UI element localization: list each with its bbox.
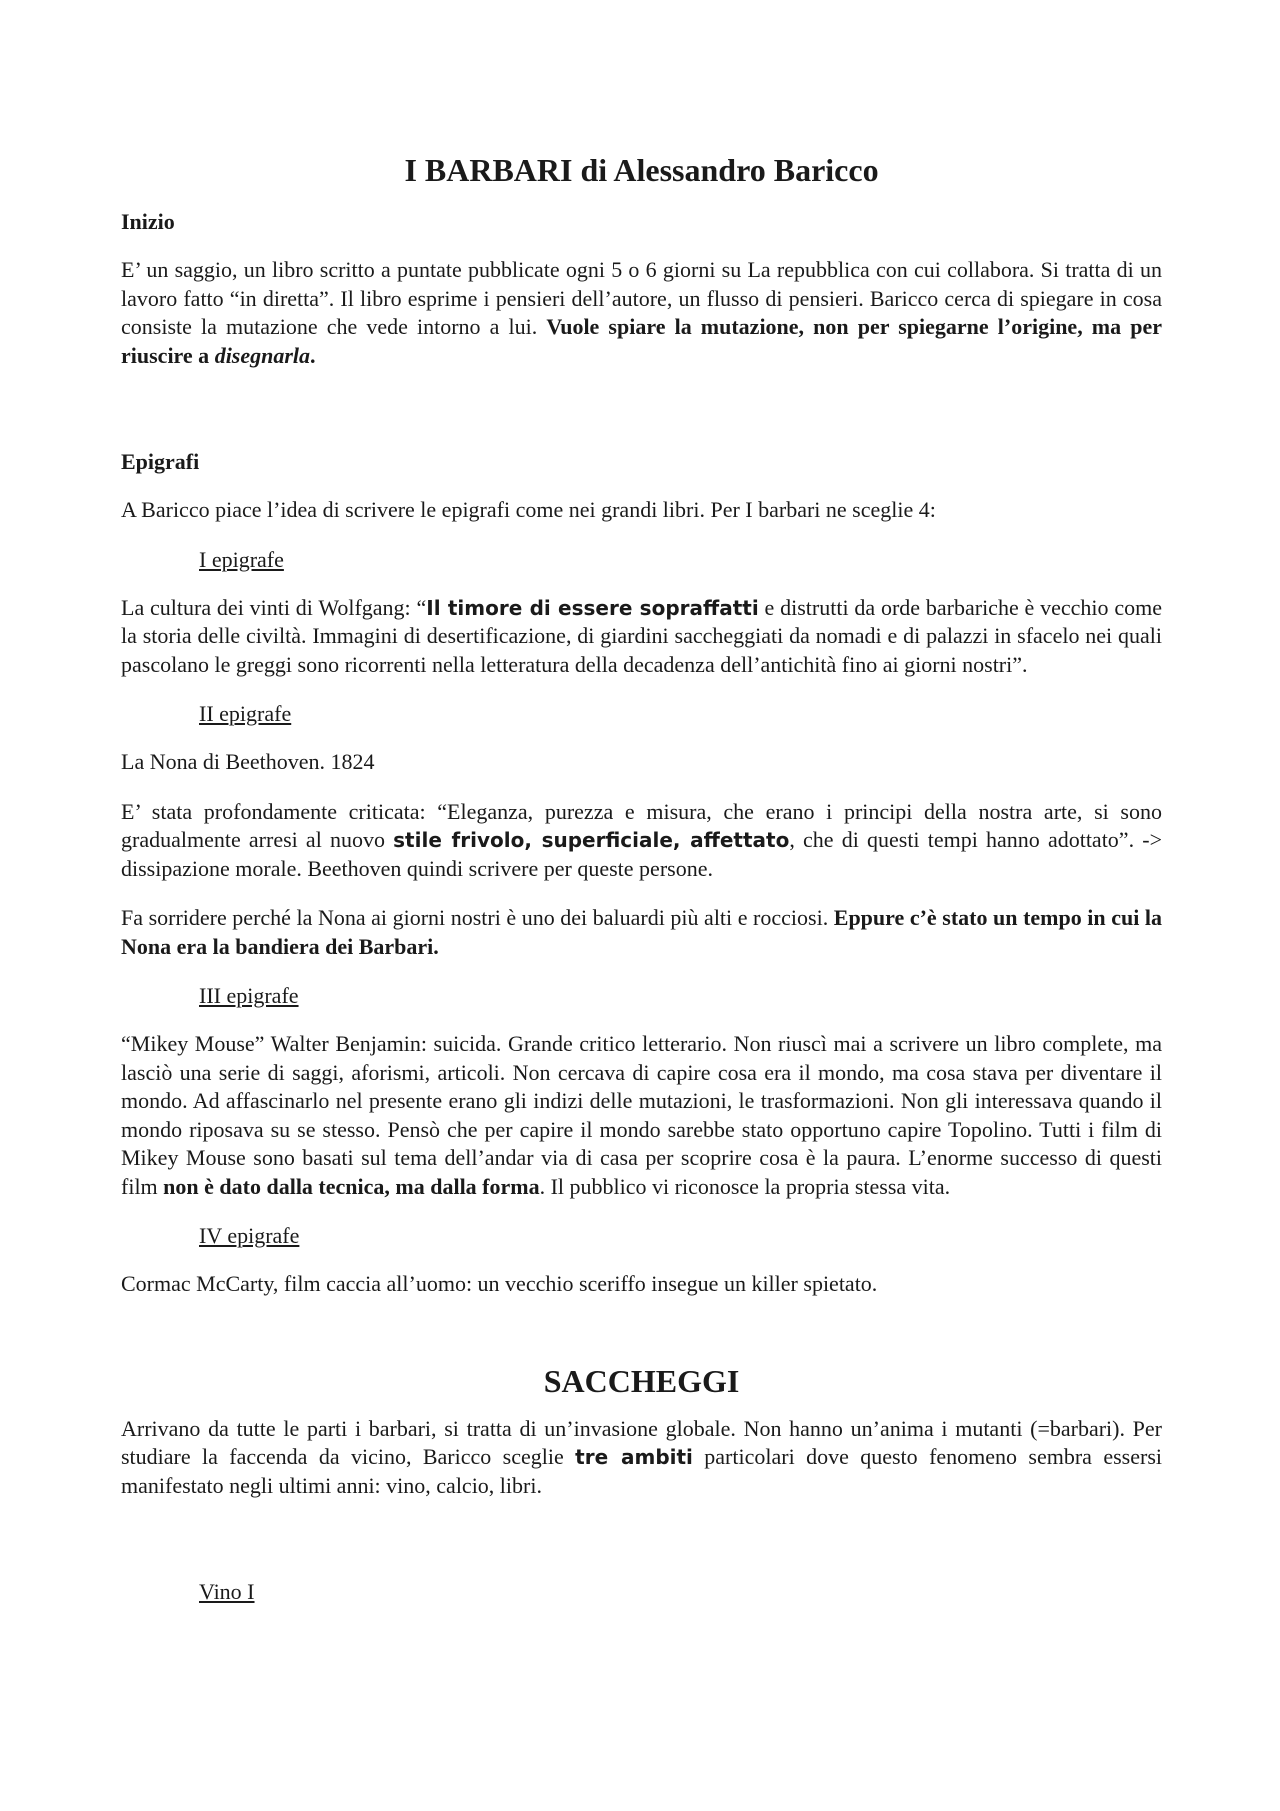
paragraph-epigrafe-2-criticism: E’ stata profondamente criticata: “Eleganza, purezza e misura, che erano i principi della nostra arte, si sono gradualmente arresi al nuovo stile frivolo, superficiale, affettato, che di questi tempi hanno adottato”. -> dissipazione morale. Beethoven quindi scrivere per queste persone. (121, 798, 1162, 881)
paragraph-saccheggi: Arrivano da tutte le parti i barbari, si tratta di un’invasione globale. Non hanno un’anima i mutanti (=barbari). Per studiare la faccenda da vicino, Baricco sceglie tre ambiti particolari dove questo fenomeno sembra essersi manifestato negli ultimi anni: vino, calcio, libri. (121, 1415, 1162, 1498)
section-heading-inizio: Inizio (121, 209, 175, 234)
subheading-epigrafe-1: I epigrafe (199, 546, 284, 572)
paragraph-epigrafe-2-line: La Nona di Beethoven. 1824 (121, 749, 375, 774)
document-content (121, 150, 1162, 1626)
subheading-epigrafe-2: II epigrafe (199, 701, 292, 726)
subheading-vino-1: Vino I (199, 1579, 255, 1604)
section-heading-saccheggi: SACCHEGGI (543, 1362, 740, 1399)
paragraph-epigrafe-4: Cormac McCarty, film caccia all’uomo: un vecchio sceriffo insegue un killer spietato. (121, 1271, 878, 1296)
paragraph-epigrafe-3: “Mikey Mouse” Walter Benjamin: suicida. Grande critico letterario. Non riuscì mai a scrivere un libro complete, ma lasciò una serie di saggi, aforismi, articoli. Non cercava di capire cosa era il mondo, ma cosa stava per diventare il mondo. Ad affascinarlo nel presente erano gli indizi delle mutazioni, le trasformazioni. Non gli interessava quando il mondo riposava su se stesso. Pensò che per capire il mondo sarebbe stato opportuno capire Topolino. Tutti i film di Mikey Mouse sono basati sul tema dell’andar via di casa per scoprire cosa è la paura. L’enorme successo di questi film non è dato dalla tecnica, ma dalla forma. Il pubblico vi riconosce la propria stessa vita. (121, 1031, 1162, 1199)
section-heading-epigrafi: Epigrafi (121, 449, 200, 474)
subheading-epigrafe-3: III epigrafe (199, 983, 299, 1008)
paragraph-epigrafe-1: La cultura dei vinti di Wolfgang: “Il timore di essere sopraffatti e distrutti da orde barbariche è vecchio come la storia delle civiltà. Immagini di desertificazione, di giardini saccheggiati da nomadi e di palazzi in sfacelo nei quali pascolano le greggi sono ricorrenti nella letteratura della decadenza dell’antichità fino ai giorni nostri”. (121, 594, 1163, 677)
paragraph-epigrafe-2-nona: Fa sorridere perché la Nona ai giorni nostri è uno dei baluardi più alti e rocciosi. Eppure c’è stato un tempo in cui la Nona era la bandiera dei Barbari. (121, 905, 1162, 959)
document-title: I BARBARI di Alessandro Baricco (404, 152, 879, 188)
paragraph-epigrafi-intro: A Baricco piace l’idea di scrivere le epigrafi come nei grandi libri. Per I barbari ne sceglie 4: (121, 497, 936, 522)
subheading-epigrafe-4: IV epigrafe (199, 1223, 300, 1248)
paragraph-inizio: E’ un saggio, un libro scritto a puntate pubblicate ogni 5 o 6 giorni su La repubblica con cui collabora. Si tratta di un lavoro fatto “in diretta”. Il libro esprime i pensieri dell’autore, un flusso di pensieri. Baricco cerca di spiegare in cosa consiste la mutazione che vede intorno a lui. Vuole spiare la mutazione, non per spiegarne l’origine, ma per riuscire a disegnarla. (121, 257, 1162, 368)
